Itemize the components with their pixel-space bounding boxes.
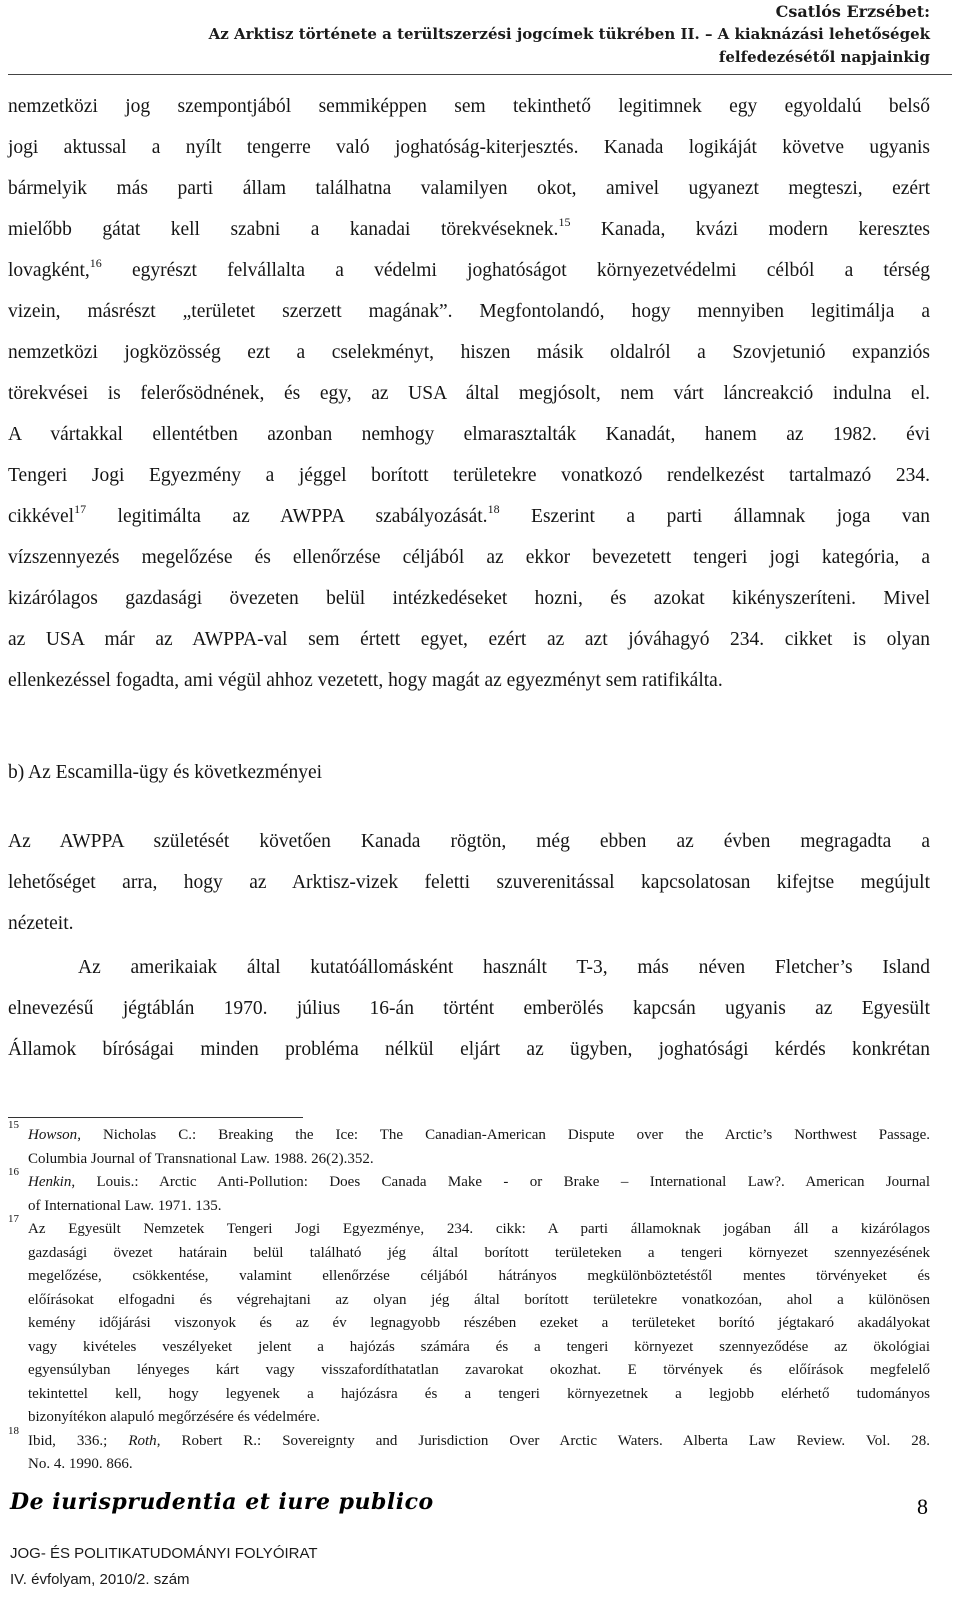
footnote-author: Roth — [128, 1432, 157, 1449]
footnote-number: 16 — [8, 1166, 19, 1178]
text-span: Ibid, 336.; — [28, 1432, 129, 1449]
text-line: vízszennyezés megelőzése és ellenőrzése céljából az ekkor bevezetett tengeri jogi kategória, a — [8, 547, 930, 568]
footnote-line — [28, 1124, 930, 1148]
text-line: jogi aktussal a nyílt tengerre való joghatóság-kiterjesztés. Kanada logikáját követve ugyanis — [8, 137, 930, 158]
footnote-ref-16[interactable]: 16 — [89, 256, 102, 270]
text-span: Eszerint a parti államnak joga van — [499, 506, 930, 527]
body-paragraph-1 — [8, 86, 930, 701]
footnote-line: Columbia Journal of Transnational Law. 1988. 26(2).352. — [28, 1150, 374, 1167]
text-span: lovagként, — [8, 260, 90, 281]
footnote-line — [28, 1171, 930, 1195]
text-line: törekvései is felerősödnének, és egy, az USA által megjósolt, nem várt láncreakció indulna el. — [8, 383, 930, 404]
footnote-number: 18 — [8, 1424, 19, 1437]
footnote-line: kemény időjárási viszonyok és az év legnagyobb részében ezeket a területeket borító jégtakaró akadályokat — [28, 1315, 930, 1331]
footnote-18 — [8, 1424, 930, 1477]
header-title-line-1: Az Arktisz története a terültszerzési jogcímek tükrében II. – A kiaknázási lehetőségek — [208, 25, 930, 43]
text-line: Tengeri Jogi Egyezmény a jéggel borított területekre vonatkozó rendelkezést tartalmazó 234. — [8, 465, 930, 486]
page-number: 8 — [917, 1494, 928, 1519]
journal-subtitle: JOG- ÉS POLITIKATUDOMÁNYI FOLYÓIRAT — [10, 1545, 318, 1562]
footnote-line: Az Egyesült Nemzetek Tengeri Jogi Egyezménye, 234. cikk: A parti államoknak jogában áll a kizárólagos — [28, 1221, 930, 1237]
text-span: Kanada, kvázi modern keresztes — [570, 219, 930, 240]
text-line — [8, 209, 930, 250]
footnote-16 — [8, 1166, 930, 1218]
text-line — [8, 496, 930, 537]
text-span: egyrészt felvállalta a védelmi joghatóságot környezetvédelmi célból a térség — [101, 260, 930, 281]
footnote-15 — [8, 1119, 930, 1171]
footnote-17 — [8, 1213, 930, 1430]
text-line: kizárólagos gazdasági övezeten belül intézkedéseket hozni, és azokat kikényszeríteni. Mivel — [8, 588, 930, 609]
text-line: elnevezésű jégtáblán 1970. július 16-án történt emberölés kapcsán ugyanis az Egyesült — [8, 998, 930, 1019]
text-line: nemzetközi jogközösség ezt a cselekményt, hiszen másik oldalról a Szovjetunió expanziós — [8, 342, 930, 363]
header-title-line-2: felfedezésétől napjainkig — [718, 48, 930, 66]
text-line: az USA már az AWPPA-val sem értett egyet, ezért az azt jóváhagyó 234. cikket is olyan — [8, 629, 930, 650]
footnote-author: Howson — [28, 1127, 78, 1143]
text-line: bármelyik más parti állam találhatna valamilyen okot, amivel ugyanezt megteszi, ezért — [8, 178, 930, 199]
header-divider — [8, 74, 952, 75]
footnote-line: előírásokat elfogadni és végrehajtani az olyan jég által borított területekre vonatkozóan, ahol a különösen — [28, 1291, 930, 1308]
text-line: Államok bíróságai minden probléma nélkül eljárt az ügyben, joghatósági kérdés konkrétan — [8, 1039, 930, 1060]
footnote-line: No. 4. 1990. 866. — [28, 1456, 133, 1472]
footnote-number: 17 — [8, 1213, 19, 1225]
footnote-number: 15 — [8, 1119, 19, 1131]
footnote-ref-17[interactable]: 17 — [74, 502, 87, 516]
footnote-line: egyensúlyban lényeges kárt vagy visszafordíthatatlan zavarokat okozhat. E törvények és előírások megfelelő — [28, 1362, 930, 1378]
section-heading: b) Az Escamilla-ügy és következményei — [8, 762, 323, 783]
footnote-line: tekintettel kell, hogy legyenek a hajózásra és a tengeri környezetnek a legjobb elérhető tudományos — [28, 1385, 930, 1402]
text-line: vizein, másrészt „területet szerzett magának”. Megfontolandó, hogy mennyiben legitimálja a — [8, 301, 930, 322]
text-span: , Louis.: Arctic Anti-Pollution: Does Canada Make - or Brake – International Law?. American Journal — [71, 1174, 930, 1190]
body-paragraph-3 — [8, 947, 930, 1070]
footnotes — [8, 1119, 930, 1477]
text-span: , Nicholas C.: Breaking the Ice: The Canadian-American Dispute over the Arctic’s Northwest Passage. — [77, 1127, 930, 1143]
journal-issue: IV. évfolyam, 2010/2. szám — [10, 1571, 190, 1588]
text-line: Az amerikaiak által kutatóállomásként használt T-3, más néven Fletcher’s Island — [78, 957, 930, 978]
text-span: mielőbb gátat kell szabni a kanadai törekvéseknek. — [8, 219, 559, 240]
text-line: Az AWPPA születését követően Kanada rögtön, még ebben az évben megragadta a — [8, 831, 930, 852]
header-author: Csatlós Erzsébet: — [775, 2, 930, 21]
text-span: legitimálta az AWPPA szabályozását. — [86, 506, 488, 527]
footnote-ref-18[interactable]: 18 — [487, 502, 500, 516]
footnote-line: of International Law. 1971. 135. — [28, 1197, 222, 1214]
footnote-line: gazdasági övezet határain belül található jég által borított területeken a tengeri környezet szennyezésének — [28, 1244, 930, 1261]
footnote-divider — [8, 1117, 303, 1118]
text-line: A vártakkal ellentétben azonban nemhogy elmarasztalták Kanadát, hanem az 1982. évi — [8, 424, 930, 445]
footnote-line: bizonyítékon alapuló megőrzésére és védelmére. — [28, 1409, 320, 1425]
text-span: cikkével — [8, 506, 75, 527]
footnote-line — [28, 1430, 930, 1454]
footnote-author: Henkin — [28, 1174, 72, 1190]
text-line: nemzetközi jog szempontjából semmiképpen sem tekinthető legitimnek egy egyoldalú belső — [8, 96, 930, 117]
journal-name: De iurisprudentia et iure publico — [10, 1489, 434, 1515]
text-line: nézeteit. — [8, 913, 74, 934]
body-paragraph-2 — [8, 821, 930, 944]
text-line: lehetőséget arra, hogy az Arktisz-vizek feletti szuverenitással kapcsolatosan kifejtse megújult — [8, 872, 930, 893]
text-span: , Robert R.: Sovereignty and Jurisdiction Over Arctic Waters. Alberta Law Review. Vol. 28. — [156, 1432, 930, 1449]
footnote-ref-15[interactable]: 15 — [558, 215, 571, 229]
text-line — [8, 250, 930, 291]
text-line: ellenkezéssel fogadta, ami végül ahhoz vezetett, hogy magát az egyezményt sem ratifikálta. — [8, 670, 723, 691]
footnote-line: megelőzése, csökkentése, valamint ellenőrzése céljából hátrányos megkülönböztetéstől mentes törvényeket és — [28, 1268, 930, 1284]
footnote-line: vagy kivételes veszélyeket jelent a hajózás számára és a tengeri környezet szennyeződése az ökológiai — [28, 1338, 930, 1355]
